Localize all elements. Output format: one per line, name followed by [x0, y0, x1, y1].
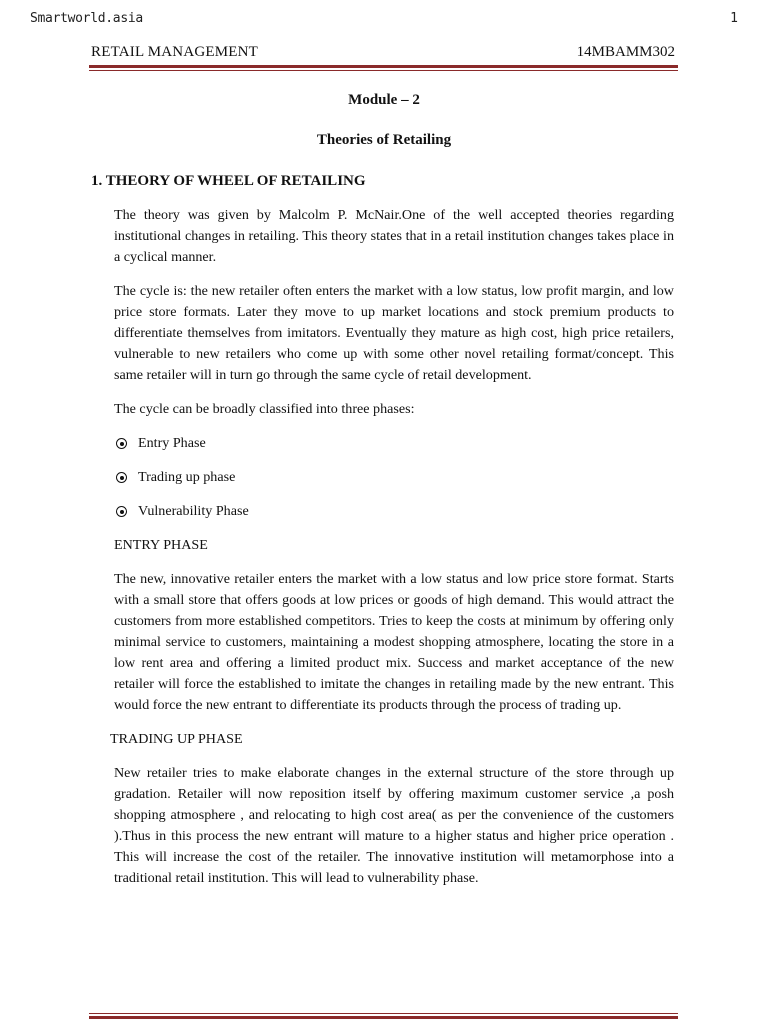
header-rule-thin — [89, 70, 678, 71]
phase-label: Vulnerability Phase — [138, 503, 249, 519]
radio-bullet-icon — [116, 506, 127, 517]
phase-list — [114, 433, 674, 522]
list-item — [114, 501, 674, 522]
phase-label: Entry Phase — [138, 435, 206, 451]
header-subject: RETAIL MANAGEMENT — [91, 44, 259, 60]
header-course-code: 14MBAMM302 — [576, 44, 675, 60]
radio-bullet-icon — [116, 438, 127, 449]
phases-intro-paragraph: The cycle can be broadly classified into three phases: — [114, 401, 415, 417]
module-title: Module – 2 — [348, 92, 420, 108]
site-label: Smartworld.asia — [30, 11, 143, 26]
list-item — [114, 467, 674, 488]
page-number: 1 — [730, 11, 738, 26]
list-item — [114, 433, 674, 454]
header-rule-thick — [89, 65, 678, 68]
trading-up-heading: TRADING UP PHASE — [110, 731, 243, 747]
entry-phase-heading: ENTRY PHASE — [114, 537, 208, 553]
radio-bullet-icon — [116, 472, 127, 483]
chapter-title: Theories of Retailing — [316, 132, 452, 148]
footer-rule-thin — [89, 1013, 678, 1014]
footer-rule-thick — [89, 1016, 678, 1019]
cycle-paragraph: The cycle is: the new retailer often enters the market with a low status, low profit margin, and low price store formats. Later they move to up market locations and stock premium products to differentiate themselves from imitators. Eventually they mature as high cost, high price retailers, vulnerable to new retailers who come up with some other novel retailing format/concept. This same retailer will in turn go through the same cycle of retail development. — [114, 283, 674, 383]
body-content — [110, 205, 674, 902]
section-heading: 1. THEORY OF WHEEL OF RETAILING — [91, 173, 366, 189]
phase-label: Trading up phase — [138, 469, 236, 485]
entry-phase-paragraph: The new, innovative retailer enters the market with a low status and low price store format. Starts with a small store that offers goods at low prices or goods of high demand. This would attract the customers from more established competitors. Tries to keep the costs at minimum by offering only minimal service to customers, maintaining a modest shopping atmosphere, locating the store in a low rent area and offering a limited product mix. Success and market acceptance of the new retailer will force the established to imitate the changes in retailing made by the new entrant. This would force the new entrant to differentiate its products through the process of trading up. — [114, 571, 674, 713]
trading-up-paragraph: New retailer tries to make elaborate changes in the external structure of the store through up gradation. Retailer will now reposition itself by offering maximum customer service ,a posh shopping atmosphere , and relocating to high cost area( as per the convenience of the customers ).Thus in this process the new entrant will mature to a higher status and higher price operation . This will increase the cost of the retailer. The innovative institution will metamorphose into a traditional retail institution. This will lead to vulnerability phase. — [114, 765, 674, 886]
intro-paragraph: The theory was given by Malcolm P. McNair.One of the well accepted theories regarding institutional changes in retailing. This theory states that in a retail institution changes takes place in a cyclical manner. — [114, 207, 674, 265]
